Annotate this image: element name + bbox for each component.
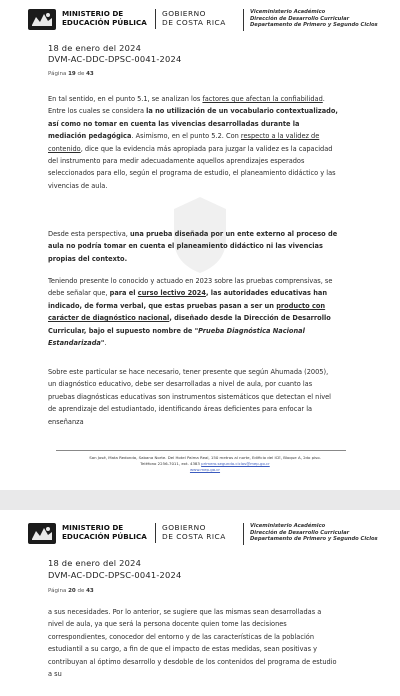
text-run-bold: , diseñado desde la Dirección de Desarrollo Curricular, bajo el supuesto nombre de (48, 314, 331, 335)
paragraph-course-2024 (48, 275, 338, 349)
document-date: 18 de enero del 2024 (48, 558, 142, 568)
ministry-name-line1: MINISTERIO DE (62, 9, 124, 18)
page-label: Página (48, 71, 67, 77)
text-run-underlined: factores que afectan la confiabilidad (202, 95, 323, 103)
page-of: de (77, 588, 85, 594)
footer-website-link[interactable]: www.mep.go.cr (189, 467, 221, 472)
page-footer (60, 455, 350, 473)
header-divider (155, 523, 156, 543)
page-number (48, 71, 94, 77)
text-run-bold: para el (109, 289, 138, 298)
letterhead (0, 0, 400, 40)
page-total: 43 (86, 588, 94, 594)
ministry-name-line2: EDUCACIÓN PÚBLICA (62, 532, 147, 541)
text-run-bold: , las autoridades educativas han indicado, de forma verbal, que estas pruebas pasan a ser un (48, 289, 328, 310)
letterhead (0, 514, 400, 554)
text-run-bold: una prueba diseñada por un ente externo al proceso de aula no podría tomar en cuenta el planeamiento didáctico ni las vivencias propias del contexto. (48, 230, 338, 263)
government-line2: DE COSTA RICA (162, 18, 226, 27)
footer-email-link[interactable]: primero.segundo.ciclos@mep.go.cr (201, 461, 270, 466)
text-run-bold-underlined: curso lectivo 2024 (137, 289, 206, 298)
government-line2: DE COSTA RICA (162, 532, 226, 541)
text-run-bold-underlined: producto con carácter de diagnóstico nacional (48, 301, 326, 323)
paragraph-text: Sobre este particular se hace necesario, tener presente que según Ahumada (2005), un diagnóstico educativo, debe ser desarrolladas a nivel de aula, por cuanto las pruebas diagnósticas educativas son instrumentos sistemáticos que detectan el nivel de aprendizaje del estudiantado, identificando áreas deficientes para enfocar la enseñanza (48, 368, 331, 426)
costa-rica-crest-icon (28, 523, 56, 544)
page-total: 43 (86, 71, 94, 77)
footer-address: San José, Mata Redonda, Sabana Norte. Del Hotel Palma Real, 150 metros al norte, Edificio del ICE, Bloque A, 2do piso. (89, 455, 321, 460)
page-current: 20 (68, 588, 76, 594)
footer-divider (56, 450, 346, 451)
vice-ministry: Viceministerio Académico (250, 9, 326, 15)
header-divider-2 (243, 523, 244, 545)
page-label: Página (48, 588, 67, 594)
text-run: . Entre los cuales se considera (48, 95, 325, 116)
government-line1: GOBIERNO (162, 523, 206, 532)
text-run: , dice que la evidencia más apropiada para juzgar la validez es la capacidad del instrumento para medir adecuadamente aquellos aprendizajes esperados seleccionados para ello, según el programa de estudio, el planeamiento didáctico y las vivencias de aula. (48, 144, 336, 190)
paragraph-diagnosis (48, 366, 338, 428)
paragraph-perspective (48, 228, 338, 265)
text-run: Teniendo presente lo conocido y actuado en 2023 sobre las pruebas comprensivas, se debe señalar que, (48, 277, 333, 298)
paragraph-text: a sus necesidades. Por lo anterior, se sugiere que las mismas sean desarrolladas a nivel de aula, ya que será la persona docente quien tome las decisiones correspondientes, conocedor del entorno y de las características de la población estudiantil a su cargo, a fin de que el impacto de estas medidas, sean positivas y contribuyan al óptimo desarrollo y desdoble de los contenidos del programa de estudio a su (48, 608, 337, 679)
curriculum-direction: Dirección de Desarrollo Curricular (250, 15, 350, 22)
curriculum-direction: Dirección de Desarrollo Curricular (250, 529, 350, 536)
text-run: . Asimismo, en el punto 5.2. Con (131, 132, 241, 141)
page-number (48, 588, 94, 594)
department-name: Departamento de Primero y Segundo Ciclos (250, 536, 378, 542)
header-divider-2 (243, 9, 244, 31)
paragraph-reliability (48, 93, 338, 192)
page-of: de (77, 71, 85, 77)
document-reference: DVM-AC-DDC-DPSC-0041-2024 (48, 54, 182, 64)
document-page-20 (0, 510, 400, 696)
footer-phone: Teléfono 2256-7011, ext. 4383 (140, 461, 202, 466)
paragraph-suggestion (48, 606, 338, 680)
header-divider (155, 9, 156, 29)
text-run-underlined: respecto a la validez de contenido (48, 132, 320, 153)
text-run: Desde esta perspectiva, (48, 230, 130, 238)
text-run-bold: la no utilización de un vocabulario contextualizado, así como no tomar en cuenta las vivencias desarrolladas durante la mediación pedagógica (48, 107, 338, 141)
page-current: 19 (68, 71, 76, 77)
ministry-name-line1: MINISTERIO DE (62, 523, 124, 532)
document-date: 18 de enero del 2024 (48, 43, 142, 53)
text-run-bold-italic: "Prueba Diagnóstica Nacional Estandarizada" (48, 326, 305, 348)
document-reference: DVM-AC-DDC-DPSC-0041-2024 (48, 570, 182, 580)
department-name: Departamento de Primero y Segundo Ciclos (250, 22, 378, 28)
ministry-name-line2: EDUCACIÓN PÚBLICA (62, 18, 147, 27)
government-line1: GOBIERNO (162, 9, 206, 18)
costa-rica-crest-icon (28, 9, 56, 30)
vice-ministry: Viceministerio Académico (250, 523, 326, 529)
text-run: . (104, 339, 107, 348)
text-run: En tal sentido, en el punto 5.1, se analizan los (48, 95, 203, 103)
